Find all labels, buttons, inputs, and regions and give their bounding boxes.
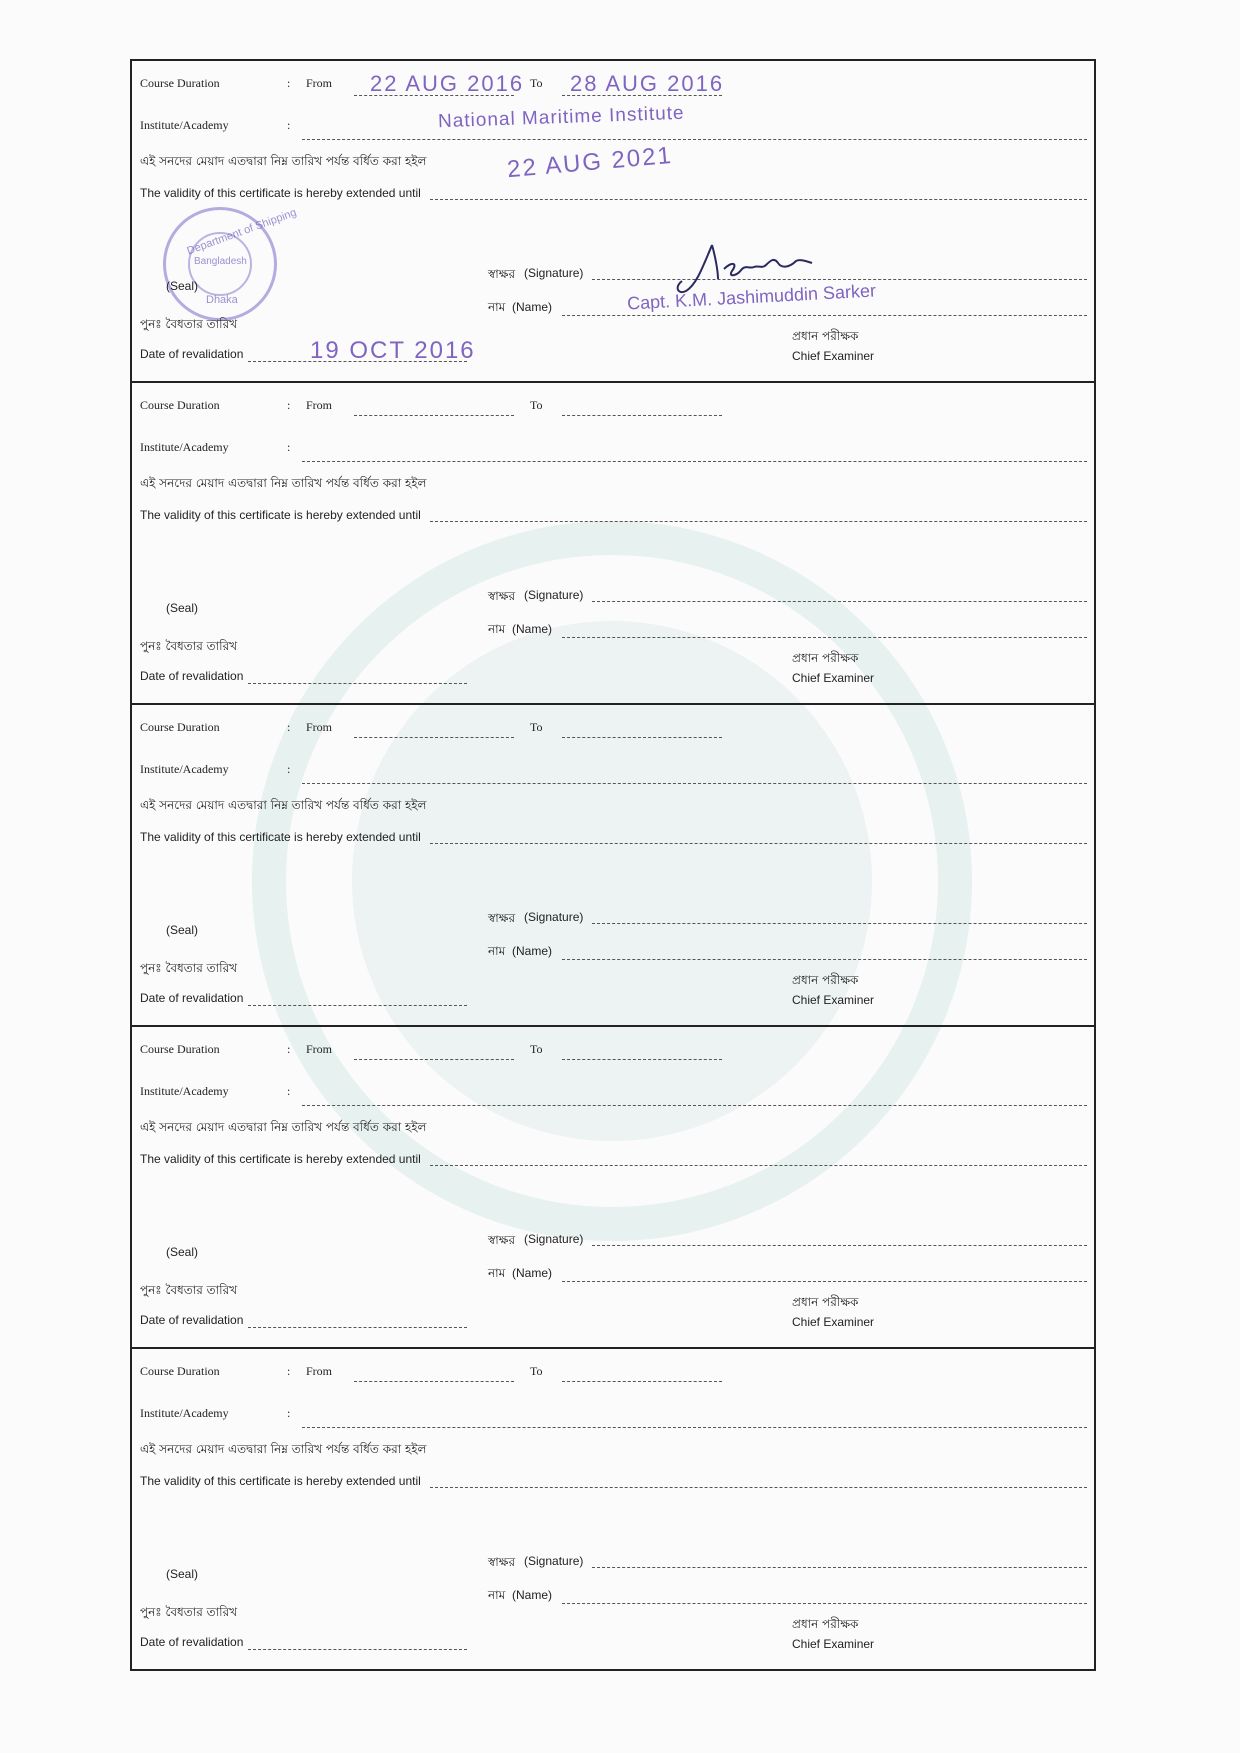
institute-line: [302, 139, 1087, 140]
signature-line: [592, 601, 1087, 602]
institute-label: Institute/Academy: [140, 1084, 229, 1098]
signature-label: (Signature): [524, 1554, 584, 1568]
course-duration-label: Course Duration: [140, 76, 220, 90]
name-line: [562, 1281, 1087, 1282]
colon: :: [287, 1042, 291, 1056]
revalidation-date-stamp: 19 OCT 2016: [310, 337, 476, 364]
validity-extended-label: The validity of this certificate is hereby extended until: [140, 1152, 421, 1166]
course-duration-label: Course Duration: [140, 398, 220, 412]
seal-outer-text: Department of Shipping: [185, 206, 299, 258]
bangla-name-label: নাম: [488, 300, 506, 314]
to-date-stamp: 28 AUG 2016: [570, 71, 725, 96]
validity-line: [430, 1487, 1087, 1488]
validity-extended-label: The validity of this certificate is hereby extended until: [140, 508, 421, 522]
date-of-revalidation-label: Date of revalidation: [140, 1635, 244, 1649]
seal-label: (Seal): [166, 601, 199, 615]
from-label: From: [306, 1042, 333, 1056]
bangla-revalidation-label: পুনঃ বৈধতার তারিখ: [140, 639, 238, 653]
signature-line: [592, 923, 1087, 924]
validity-line: [430, 1165, 1087, 1166]
institute-line: [302, 783, 1087, 784]
bangla-revalidation-label: পুনঃ বৈধতার তারিখ: [140, 961, 238, 975]
colon: :: [287, 76, 291, 90]
colon: :: [287, 440, 291, 454]
validity-line: [430, 843, 1087, 844]
from-line: [354, 737, 514, 738]
extended-until-stamp: 22 AUG 2021: [506, 141, 674, 184]
bangla-name-label: নাম: [488, 1266, 506, 1280]
revalidation-section-1: [132, 61, 1094, 383]
bangla-name-label: নাম: [488, 622, 506, 636]
signature-label: (Signature): [524, 266, 584, 280]
chief-examiner-label: Chief Examiner: [792, 1637, 875, 1651]
bangla-name-label: নাম: [488, 944, 506, 958]
revalidation-section-4: [132, 1027, 1094, 1349]
bangla-revalidation-label: পুনঃ বৈধতার তারিখ: [140, 317, 238, 331]
to-label: To: [530, 1364, 543, 1378]
signature-label: (Signature): [524, 910, 584, 924]
name-label: (Name): [512, 622, 553, 636]
validity-extended-label: The validity of this certificate is hereby extended until: [140, 830, 421, 844]
to-label: To: [530, 1042, 543, 1056]
course-duration-label: Course Duration: [140, 1042, 220, 1056]
institute-label: Institute/Academy: [140, 1406, 229, 1420]
seal-label: (Seal): [166, 923, 199, 937]
bangla-extension-text: এই সনদের মেয়াদ এতদ্বারা নিম্ন তারিখ পর্যন্ত বর্ধিত করা হইল: [140, 476, 427, 490]
to-line: [562, 1381, 722, 1382]
bangla-revalidation-label: পুনঃ বৈধতার তারিখ: [140, 1283, 238, 1297]
colon: :: [287, 720, 291, 734]
seal-center-text: Bangladesh: [194, 256, 247, 267]
institute-line: [302, 1105, 1087, 1106]
course-duration-label: Course Duration: [140, 1364, 220, 1378]
bangla-extension-text: এই সনদের মেয়াদ এতদ্বারা নিম্ন তারিখ পর্যন্ত বর্ধিত করা হইল: [140, 1442, 427, 1456]
institute-stamp: National Maritime Institute: [437, 102, 685, 133]
name-label: (Name): [512, 300, 553, 314]
colon: :: [287, 398, 291, 412]
name-stamp: Capt. K.M. Jashimuddin Sarker: [626, 280, 877, 314]
colon: :: [287, 1406, 291, 1420]
to-line: [562, 1059, 722, 1060]
bangla-chief-examiner-label: প্রধান পরীক্ষক: [792, 1617, 859, 1631]
colon: :: [287, 762, 291, 776]
institute-label: Institute/Academy: [140, 762, 229, 776]
colon: :: [287, 118, 291, 132]
from-line: [354, 415, 514, 416]
colon: :: [287, 1084, 291, 1098]
signature-label: (Signature): [524, 1232, 584, 1246]
bangla-revalidation-label: পুনঃ বৈধতার তারিখ: [140, 1605, 238, 1619]
name-label: (Name): [512, 1266, 553, 1280]
bangla-extension-text: এই সনদের মেয়াদ এতদ্বারা নিম্ন তারিখ পর্যন্ত বর্ধিত করা হইল: [140, 798, 427, 812]
institute-label: Institute/Academy: [140, 118, 229, 132]
revalidation-line: [248, 1649, 467, 1650]
bangla-chief-examiner-label: প্রধান পরীক্ষক: [792, 329, 859, 343]
revalidation-line: [248, 1005, 467, 1006]
chief-examiner-label: Chief Examiner: [792, 993, 875, 1007]
validity-line: [430, 521, 1087, 522]
to-line: [562, 737, 722, 738]
bangla-signature-label: স্বাক্ষর: [488, 1555, 516, 1569]
name-label: (Name): [512, 1588, 553, 1602]
revalidation-section-3: [132, 705, 1094, 1027]
validity-extended-label: The validity of this certificate is hereby extended until: [140, 186, 421, 200]
date-of-revalidation-label: Date of revalidation: [140, 991, 244, 1005]
revalidation-line: [248, 683, 467, 684]
course-duration-label: Course Duration: [140, 720, 220, 734]
revalidation-line: [248, 1327, 467, 1328]
to-label: To: [530, 398, 543, 412]
bangla-extension-text: এই সনদের মেয়াদ এতদ্বারা নিম্ন তারিখ পর্যন্ত বর্ধিত করা হইল: [140, 1120, 427, 1134]
certificate-revalidation-page: [130, 59, 1096, 1671]
from-date-stamp: 22 AUG 2016: [370, 71, 525, 96]
date-of-revalidation-label: Date of revalidation: [140, 347, 244, 361]
from-label: From: [306, 398, 333, 412]
chief-examiner-label: Chief Examiner: [792, 1315, 875, 1329]
seal-label: (Seal): [166, 1567, 199, 1581]
revalidation-section-5: [132, 1349, 1094, 1671]
to-label: To: [530, 76, 543, 90]
from-label: From: [306, 76, 333, 90]
date-of-revalidation-label: Date of revalidation: [140, 1313, 244, 1327]
signature-line: [592, 1567, 1087, 1568]
from-label: From: [306, 1364, 333, 1378]
bangla-name-label: নাম: [488, 1588, 506, 1602]
signature-label: (Signature): [524, 588, 584, 602]
institute-label: Institute/Academy: [140, 440, 229, 454]
bangla-signature-label: স্বাক্ষর: [488, 911, 516, 925]
from-line: [354, 1381, 514, 1382]
seal-bottom-text: Dhaka: [206, 294, 238, 306]
bangla-signature-label: স্বাক্ষর: [488, 1233, 516, 1247]
chief-examiner-label: Chief Examiner: [792, 349, 875, 363]
name-line: [562, 1603, 1087, 1604]
from-label: From: [306, 720, 333, 734]
name-line: [562, 637, 1087, 638]
seal-label: (Seal): [166, 1245, 199, 1259]
to-label: To: [530, 720, 543, 734]
chief-examiner-label: Chief Examiner: [792, 671, 875, 685]
institute-line: [302, 1427, 1087, 1428]
seal-label: (Seal): [166, 279, 199, 293]
bangla-extension-text: এই সনদের মেয়াদ এতদ্বারা নিম্ন তারিখ পর্যন্ত বর্ধিত করা হইল: [140, 154, 427, 168]
from-line: [354, 1059, 514, 1060]
bangla-signature-label: স্বাক্ষর: [488, 267, 516, 281]
date-of-revalidation-label: Date of revalidation: [140, 669, 244, 683]
bangla-signature-label: স্বাক্ষর: [488, 589, 516, 603]
revalidation-section-2: [132, 383, 1094, 705]
bangla-chief-examiner-label: প্রধান পরীক্ষক: [792, 1295, 859, 1309]
validity-line: [430, 199, 1087, 200]
institute-line: [302, 461, 1087, 462]
signature-line: [592, 1245, 1087, 1246]
bangla-chief-examiner-label: প্রধান পরীক্ষক: [792, 651, 859, 665]
name-line: [562, 959, 1087, 960]
validity-extended-label: The validity of this certificate is hereby extended until: [140, 1474, 421, 1488]
name-line: [562, 315, 1087, 316]
colon: :: [287, 1364, 291, 1378]
to-line: [562, 415, 722, 416]
department-seal: [163, 206, 299, 321]
bangla-chief-examiner-label: প্রধান পরীক্ষক: [792, 973, 859, 987]
name-label: (Name): [512, 944, 553, 958]
